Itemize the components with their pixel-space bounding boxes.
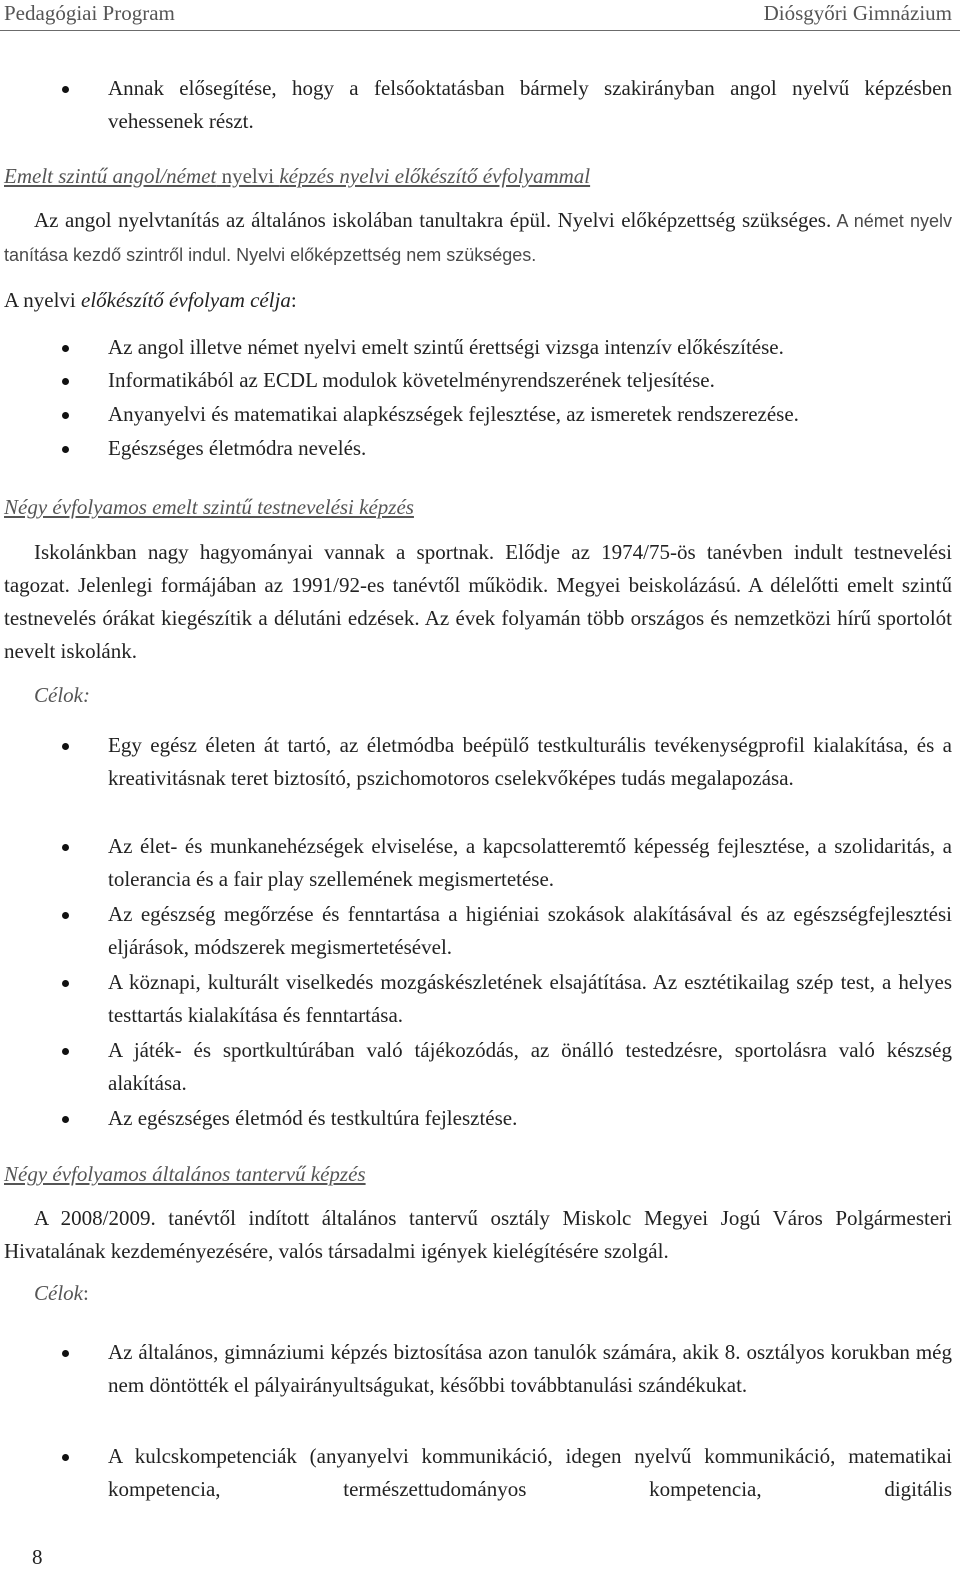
general-paragraph: A 2008/2009. tanévtől indított általános tantervű osztály Miskolc Megyei Jogú Város Polgármesteri Hivatalának kezdeményezésére, valós társadalmi igények kielégítésére szolgál. bbox=[4, 1206, 952, 1263]
bullet-text: Annak elősegítése, hogy a felsőoktatásban bármely szakirányban angol nyelvű képzésben vehessenek részt. bbox=[108, 76, 952, 133]
language-paragraph bbox=[4, 204, 952, 272]
bullet-text: Az általános, gimnáziumi képzés biztosítása azon tanulók számára, akik 8. osztályos korukban még nem döntötték el pályairányultságukat, későbbi továbbtanulási szándékukat. bbox=[108, 1340, 952, 1397]
title-part: nyelvi bbox=[216, 164, 280, 188]
sport-paragraph: Iskolánkban nagy hagyományai vannak a sportnak. Elődje az 1974/75-ös tanévben indult testnevelési tagozat. Jelenlegi formájában az 1991/92-es tanévtől működik. Megyei beiskolázású. A délelőtti emelt szintű testnevelés órákat kiegészítik a délutáni edzések. Az évek folyamán több országos és nemzetközi hírű sportolót nevelt iskolánk. bbox=[4, 540, 952, 663]
header-right-title: Diósgyőri Gimnázium bbox=[763, 1, 952, 25]
bullet-text: Informatikából az ECDL modulok követelményrendszerének teljesítése. bbox=[108, 368, 715, 392]
bullet-text: A játék- és sportkultúrában való tájékozódás, az önálló testedzésre, sportolásra való készség alakítása. bbox=[108, 1038, 952, 1095]
bullet-dot bbox=[62, 844, 69, 851]
goals-label: Célok: bbox=[34, 683, 90, 707]
goal-heading bbox=[4, 284, 952, 317]
bullet-text: A köznapi, kulturált viselkedés mozgáskészletének elsajátítása. Az esztétikailag szép test, a helyes testtartás kialakítása és fenntartása. bbox=[108, 970, 952, 1027]
bullet-text: Az angol illetve német nyelvi emelt szintű érettségi vizsga intenzív előkészítése. bbox=[108, 335, 784, 359]
bullet-dot bbox=[62, 1116, 69, 1123]
bullet-dot bbox=[62, 446, 69, 453]
header-left-title: Pedagógiai Program bbox=[4, 1, 175, 25]
bullet-dot bbox=[62, 86, 69, 93]
goal-italic: előkészítő évfolyam célja bbox=[81, 288, 291, 312]
section-title-general: Négy évfolyamos általános tantervű képzés bbox=[4, 1162, 366, 1186]
title-part: Emelt szintű angol/német bbox=[4, 164, 217, 188]
section-title-language bbox=[4, 164, 590, 189]
goal-prefix: A nyelvi bbox=[4, 288, 81, 312]
paragraph-text: Az angol nyelvtanítás az általános iskolában tanultakra épül. Nyelvi előképzettség szükséges. bbox=[34, 208, 832, 232]
bullet-dot bbox=[62, 345, 69, 352]
goal-suffix: : bbox=[290, 288, 297, 312]
goals-label-colon: : bbox=[82, 1281, 89, 1305]
paragraph-text: A német nyelv tanítása kezdő szintről indul. Nyelvi előképzettség nem szükséges. bbox=[4, 211, 953, 265]
page-number: 8 bbox=[32, 1545, 43, 1569]
bullet-dot bbox=[62, 378, 69, 385]
bullet-text: Az élet- és munkanehézségek elviselése, a kapcsolatteremtő képesség fejlesztése, a szolidaritás, a tolerancia és a fair play szellemének megismertetése. bbox=[108, 834, 952, 891]
page-header bbox=[0, 0, 960, 31]
bullet-text: Egészséges életmódra nevelés. bbox=[108, 436, 367, 460]
section-title-sport: Négy évfolyamos emelt szintű testnevelési képzés bbox=[4, 495, 414, 519]
bullet-text: Anyanyelvi és matematikai alapkészségek fejlesztése, az ismeretek rendszerezése. bbox=[108, 402, 799, 426]
bullet-dot bbox=[62, 743, 69, 750]
bullet-text: A kulcskompetenciák (anyanyelvi kommunikáció, idegen nyelvű kommunikáció, matematikai kompetencia, természettudományos kompetencia, digitális bbox=[108, 1444, 952, 1501]
bullet-dot bbox=[62, 980, 69, 987]
bullet-dot bbox=[62, 912, 69, 919]
bullet-dot bbox=[62, 412, 69, 419]
bullet-dot bbox=[62, 1454, 69, 1461]
title-part: képzés nyelvi előkészítő évfolyammal bbox=[279, 164, 591, 188]
goals-label-text: Célok bbox=[34, 1281, 83, 1305]
bullet-dot bbox=[62, 1350, 69, 1357]
goals-label bbox=[34, 1281, 89, 1306]
bullet-dot bbox=[62, 1048, 69, 1055]
bullet-text: Az egészséges életmód és testkultúra fejlesztése. bbox=[108, 1106, 518, 1130]
bullet-text: Az egészség megőrzése és fenntartása a higiéniai szokások alakításával és az egészségfejlesztési eljárások, módszerek megismertetésével. bbox=[108, 902, 952, 959]
bullet-text: Egy egész életen át tartó, az életmódba beépülő testkulturális tevékenységprofil kialakítása, és a kreativitásnak teret biztosító, pszichomotoros cselekvőképes tudás megalapozása. bbox=[108, 733, 952, 790]
